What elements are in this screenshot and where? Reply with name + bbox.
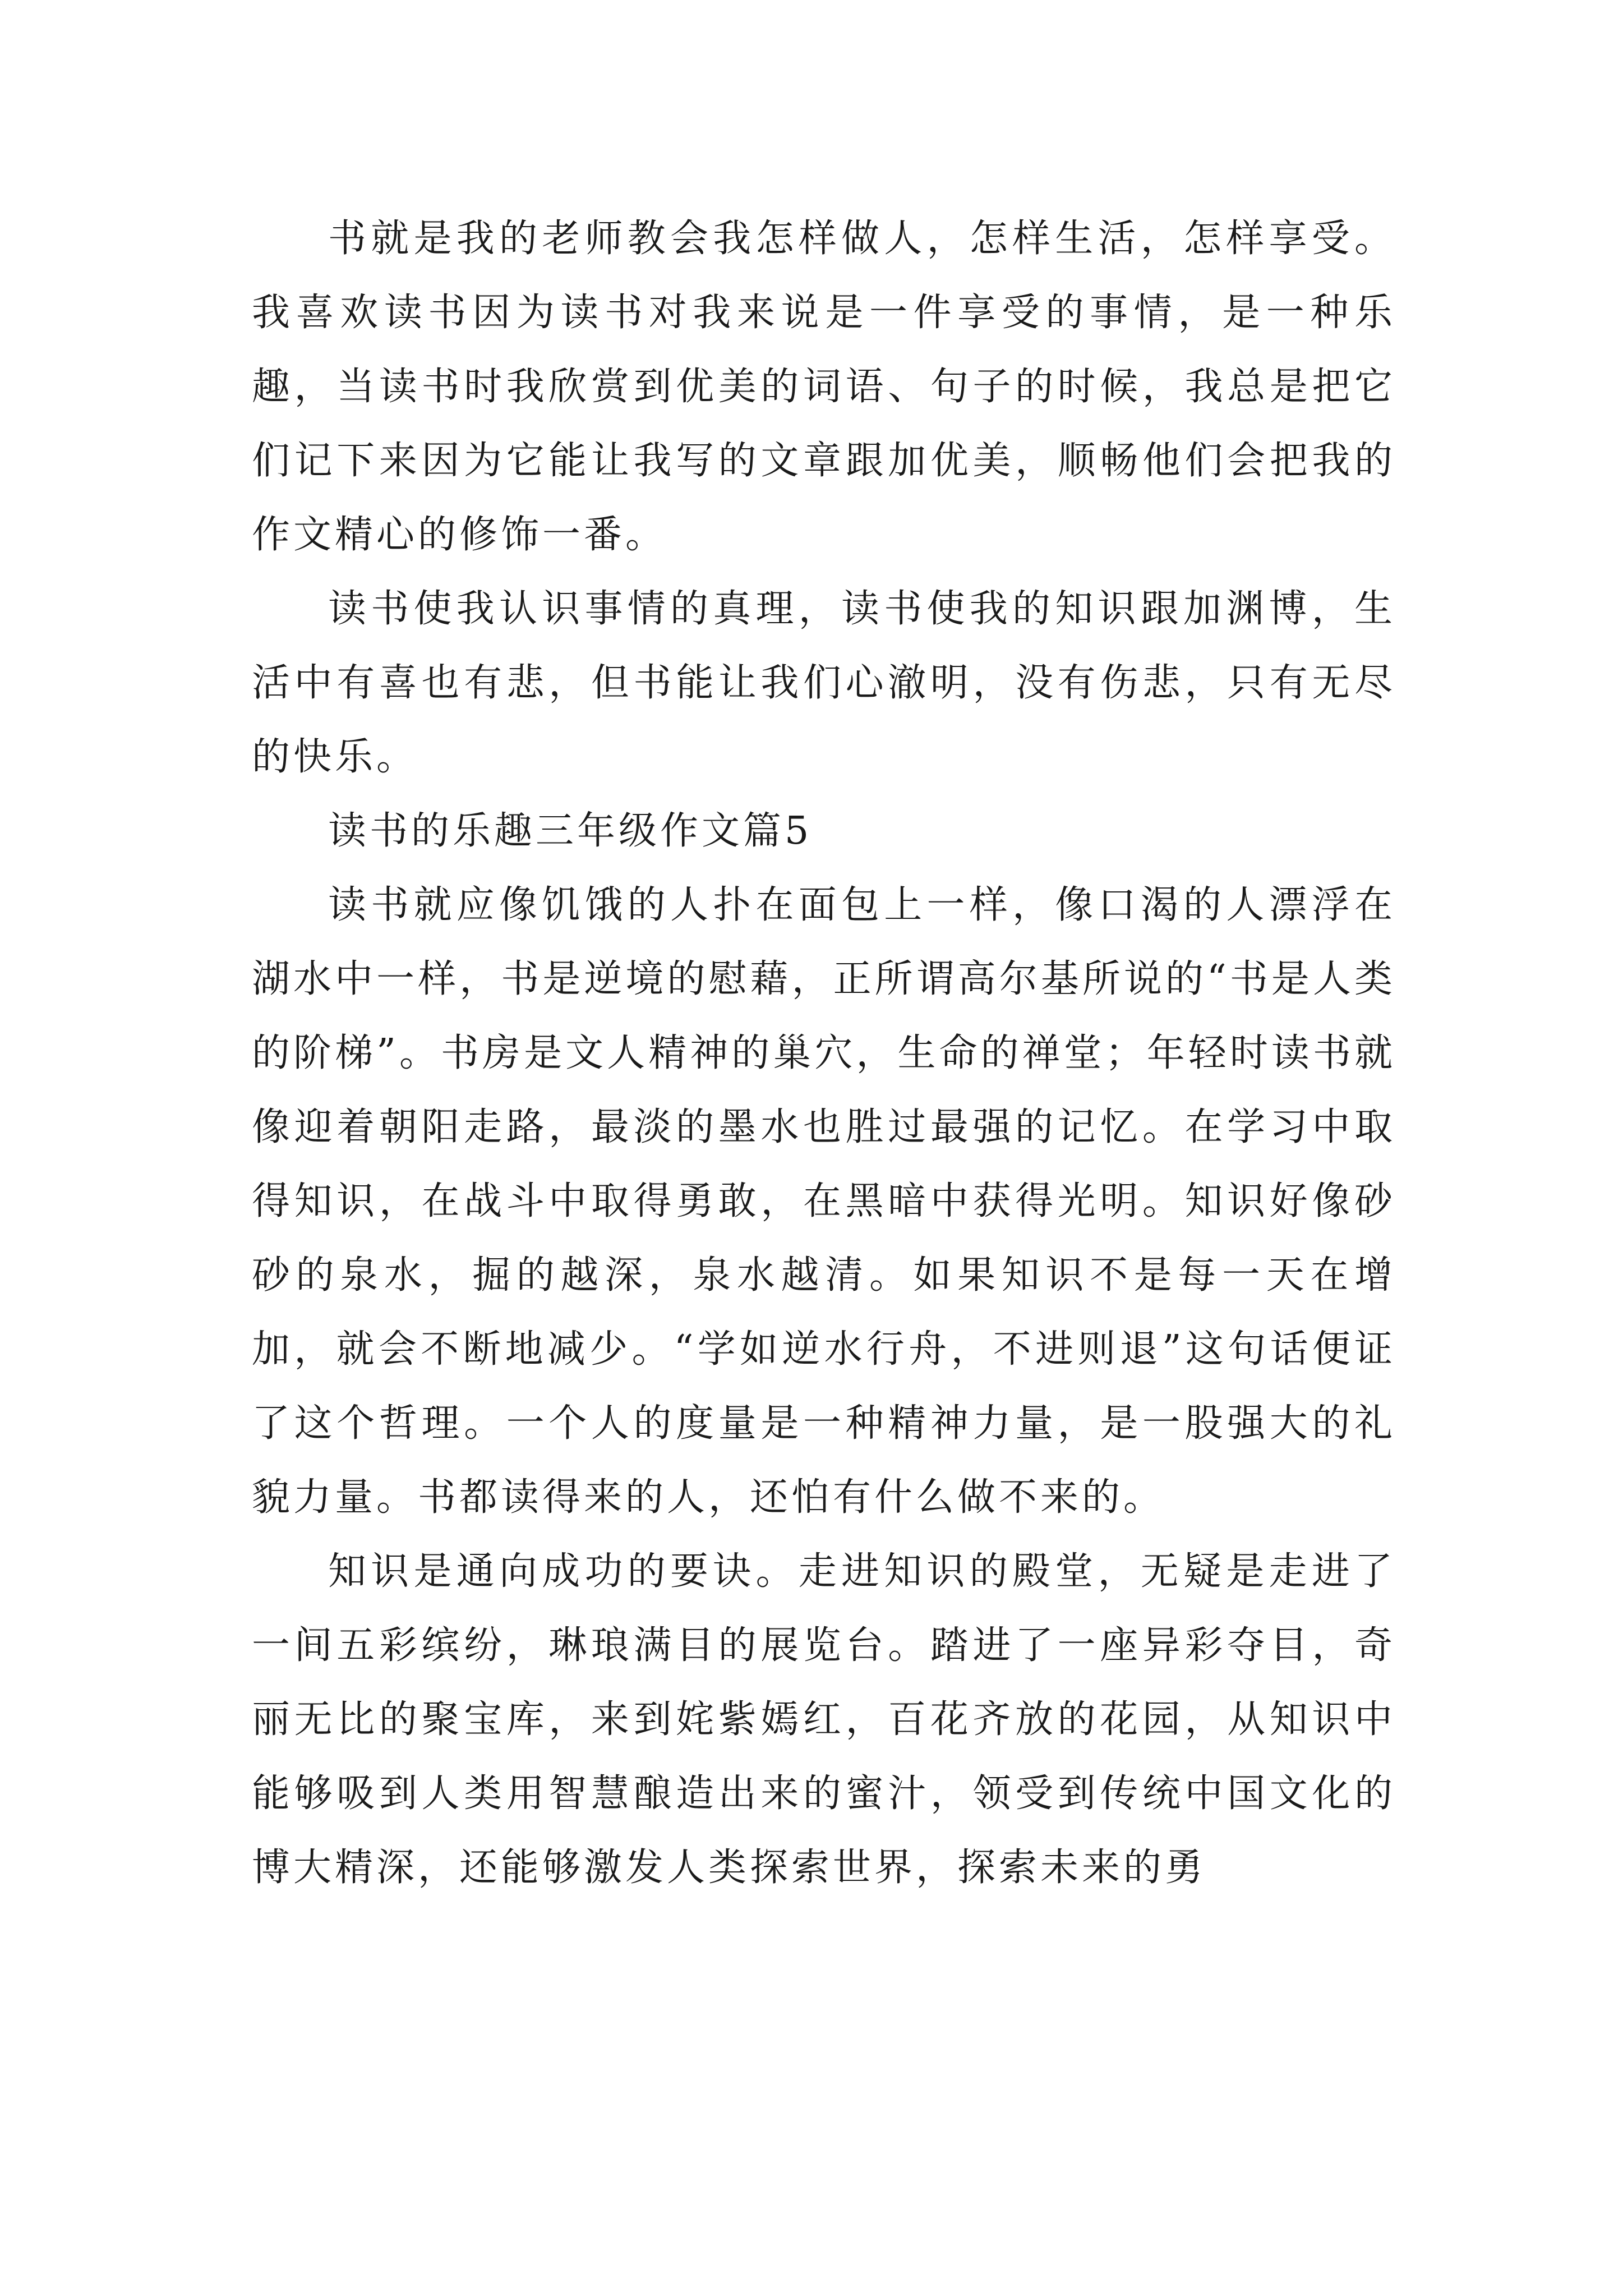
paragraph: 书就是我的老师教会我怎样做人，怎样生活，怎样享受。我喜欢读书因为读书对我来说是一件享受的事情，是一种乐趣，当读书时我欣赏到优美的词语、句子的时候，我总是把它们记下来因为它能让我写的文章跟加优美，顺畅他们会把我的作文精心的修饰一番。 [252,217,1396,557]
paragraph: 读书就应像饥饿的人扑在面包上一样，像口渴的人漂浮在湖水中一样，书是逆境的慰藉，正所谓高尔基所说的“书是人类的阶梯”。书房是文人精神的巢穴，生命的禅堂；年轻时读书就像迎着朝阳走路，最淡的墨水也胜过最强的记忆。在学习中取得知识，在战斗中取得勇敢，在黑暗中获得光明。知识好像砂砂的泉水，掘的越深，泉水越清。如果知识不是每一天在增加，就会不断地减少。“学如逆水行舟，不进则退”这句话便证了这个哲理。一个人的度量是一种精神力量，是一股强大的礼貌力量。书都读得来的人，还怕有什么做不来的。 [252,883,1396,1520]
paragraph: 知识是通向成功的要诀。走进知识的殿堂，无疑是走进了一间五彩缤纷，琳琅满目的展览台。踏进了一座异彩夺目，奇丽无比的聚宝库，来到姹紫嫣红，百花齐放的花园，从知识中能够吸到人类用智慧酿造出来的蜜汁，领受到传统中国文化的博大精深，还能够激发人类探索世界，探索未来的勇 [252,1549,1396,1890]
paragraph: 读书使我认识事情的真理，读书使我的知识跟加渊博，生活中有喜也有悲，但书能让我们心澈明，没有伤悲，只有无尽的快乐。 [252,587,1396,779]
document-body [252,202,1396,1905]
section-heading: 读书的乐趣三年级作文篇5 [328,809,813,853]
